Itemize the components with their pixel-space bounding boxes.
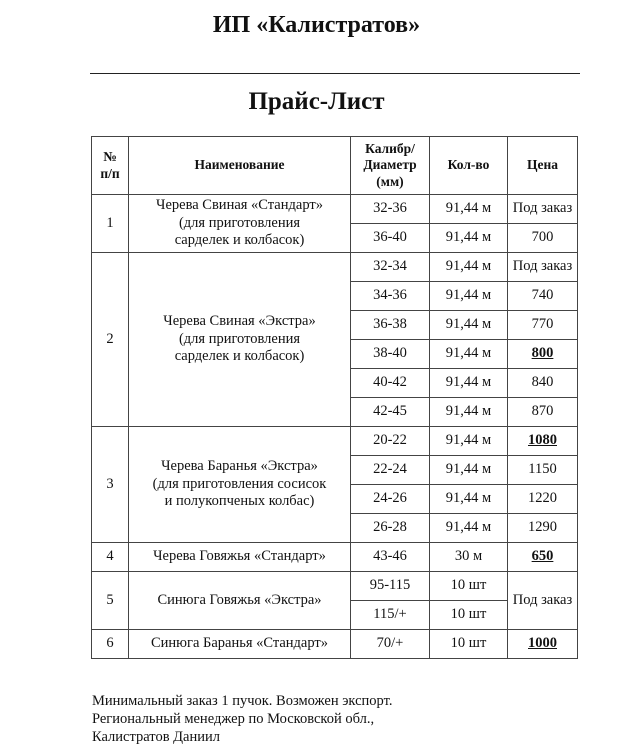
product-name: Синюга Баранья «Стандарт» — [129, 630, 351, 659]
caliber-cell: 70/+ — [351, 630, 430, 659]
table-row — [92, 572, 578, 601]
qty-cell: 10 шт — [430, 572, 508, 601]
qty-cell: 91,44 м — [430, 224, 508, 253]
qty-cell: 10 шт — [430, 601, 508, 630]
qty-cell: 91,44 м — [430, 369, 508, 398]
row-num: 6 — [92, 630, 129, 659]
qty-cell: 91,44 м — [430, 282, 508, 311]
price-cell: 700 — [508, 224, 578, 253]
caliber-cell: 95-115 — [351, 572, 430, 601]
qty-cell: 91,44 м — [430, 514, 508, 543]
price-cell: Под заказ — [508, 195, 578, 224]
table-header-row — [92, 137, 578, 195]
table-row — [92, 195, 578, 224]
caliber-cell: 42-45 — [351, 398, 430, 427]
table-row — [92, 630, 578, 659]
header-caliber: Калибр/ Диаметр (мм) — [351, 137, 430, 195]
price-cell: 770 — [508, 311, 578, 340]
table-row — [92, 427, 578, 456]
price-cell: 1220 — [508, 485, 578, 514]
row-num: 2 — [92, 253, 129, 427]
caliber-cell: 38-40 — [351, 340, 430, 369]
price-cell: 870 — [508, 398, 578, 427]
price-cell: Под заказ — [508, 572, 578, 630]
qty-cell: 91,44 м — [430, 195, 508, 224]
caliber-cell: 40-42 — [351, 369, 430, 398]
qty-cell: 10 шт — [430, 630, 508, 659]
price-cell-highlight: 800 — [508, 340, 578, 369]
qty-cell: 91,44 м — [430, 253, 508, 282]
qty-cell: 91,44 м — [430, 340, 508, 369]
document-title: Прайс-Лист — [248, 88, 385, 115]
qty-cell: 91,44 м — [430, 398, 508, 427]
company-name: ИП «Калистратов» — [212, 12, 421, 38]
qty-cell: 91,44 м — [430, 311, 508, 340]
price-cell-highlight: 650 — [508, 543, 578, 572]
price-cell: 1290 — [508, 514, 578, 543]
price-cell: 1150 — [508, 456, 578, 485]
table-row — [92, 543, 578, 572]
caliber-cell: 24-26 — [351, 485, 430, 514]
caliber-cell: 43-46 — [351, 543, 430, 572]
qty-cell: 91,44 м — [430, 427, 508, 456]
caliber-cell: 36-40 — [351, 224, 430, 253]
qty-cell: 91,44 м — [430, 485, 508, 514]
caliber-cell: 36-38 — [351, 311, 430, 340]
footer-line: Региональный менеджер по Московской обл., — [92, 711, 375, 727]
table-row — [92, 253, 578, 282]
caliber-cell: 26-28 — [351, 514, 430, 543]
price-cell-highlight: 1000 — [508, 630, 578, 659]
caliber-cell: 34-36 — [351, 282, 430, 311]
product-name: Черева Свиная «Стандарт» (для приготовления сарделек и колбасок) — [129, 195, 351, 253]
row-num: 3 — [92, 427, 129, 543]
footer-line: Калистратов Даниил — [92, 729, 221, 745]
price-cell: Под заказ — [508, 253, 578, 282]
row-num: 5 — [92, 572, 129, 630]
qty-cell: 30 м — [430, 543, 508, 572]
price-cell: 840 — [508, 369, 578, 398]
product-name: Синюга Говяжья «Экстра» — [129, 572, 351, 630]
footer-note — [92, 692, 612, 746]
caliber-cell: 22-24 — [351, 456, 430, 485]
footer-line: Минимальный заказ 1 пучок. Возможен экспорт. — [92, 693, 393, 709]
header-name: Наименование — [129, 137, 351, 195]
caliber-cell: 32-36 — [351, 195, 430, 224]
row-num: 1 — [92, 195, 129, 253]
price-cell: 740 — [508, 282, 578, 311]
price-cell-highlight: 1080 — [508, 427, 578, 456]
header-qty: Кол-во — [430, 137, 508, 195]
caliber-cell: 32-34 — [351, 253, 430, 282]
product-name: Черева Баранья «Экстра» (для приготовления сосисок и полукопченых колбас) — [129, 427, 351, 543]
header-divider — [90, 73, 580, 74]
row-num: 4 — [92, 543, 129, 572]
price-table — [91, 136, 578, 659]
product-name: Черева Говяжья «Стандарт» — [129, 543, 351, 572]
header-num: № п/п — [92, 137, 129, 195]
qty-cell: 91,44 м — [430, 456, 508, 485]
header-price: Цена — [508, 137, 578, 195]
caliber-cell: 115/+ — [351, 601, 430, 630]
product-name: Черева Свиная «Экстра» (для приготовления сарделек и колбасок) — [129, 253, 351, 427]
caliber-cell: 20-22 — [351, 427, 430, 456]
